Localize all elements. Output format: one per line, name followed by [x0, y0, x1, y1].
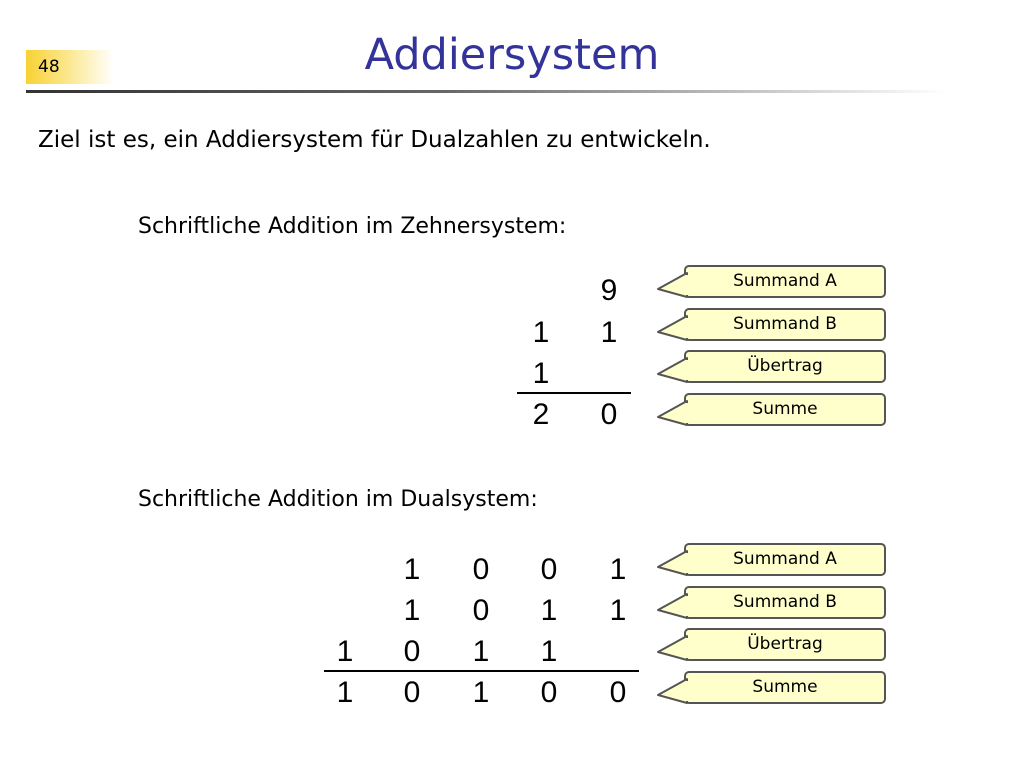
binary-callout-pointer-summand-a: [650, 545, 690, 585]
decimal-callout-pointer-summand-b: [650, 310, 690, 350]
decimal-callout-pointer-uebertrag: [650, 352, 690, 392]
decimal-digit-r0-c1: 9: [600, 274, 618, 307]
page-number-badge: 48: [26, 50, 114, 84]
binary-sum-line: [324, 670, 639, 672]
decimal-heading: Schriftliche Addition im Zehnersystem:: [138, 214, 567, 239]
binary-digit-r2-c3: 1: [540, 635, 558, 668]
binary-callout-pointer-summand-b: [650, 588, 690, 628]
binary-digit-r3-c2: 1: [472, 676, 490, 709]
binary-digit-r0-c4: 1: [609, 553, 627, 586]
decimal-callout-pointer-summand-a: [650, 267, 690, 307]
decimal-digit-r2-c0: 1: [532, 357, 550, 390]
binary-digit-r2-c2: 1: [472, 635, 490, 668]
decimal-callout-pointer-summe: [650, 395, 690, 435]
title-divider: [26, 90, 946, 93]
binary-digit-r0-c2: 0: [472, 553, 490, 586]
decimal-digit-r1-c1: 1: [600, 316, 618, 349]
decimal-digit-r1-c0: 1: [532, 316, 550, 349]
binary-digit-r0-c3: 0: [540, 553, 558, 586]
decimal-sum-line: [517, 392, 631, 394]
binary-callout-pointer-uebertrag: [650, 630, 690, 670]
binary-digit-r2-c1: 0: [403, 635, 421, 668]
binary-digit-r3-c0: 1: [336, 676, 354, 709]
decimal-callout-summand-b: Summand B: [684, 308, 886, 341]
decimal-digit-r3-c1: 0: [600, 398, 618, 431]
binary-digit-r2-c0: 1: [336, 635, 354, 668]
binary-digit-r1-c3: 1: [540, 594, 558, 627]
binary-callout-summand-b: Summand B: [684, 586, 886, 619]
intro-text: Ziel ist es, ein Addiersystem für Dualzahlen zu entwickeln.: [38, 127, 711, 153]
slide-title: Addiersystem: [364, 30, 660, 80]
binary-heading: Schriftliche Addition im Dualsystem:: [138, 487, 538, 512]
decimal-callout-summe: Summe: [684, 393, 886, 426]
decimal-callout-summand-a: Summand A: [684, 265, 886, 298]
decimal-digit-r3-c0: 2: [532, 398, 550, 431]
decimal-callout-uebertrag: Übertrag: [684, 350, 886, 383]
binary-digit-r3-c4: 0: [609, 676, 627, 709]
binary-callout-summe: Summe: [684, 671, 886, 704]
binary-digit-r1-c1: 1: [403, 594, 421, 627]
binary-digit-r1-c2: 0: [472, 594, 490, 627]
binary-digit-r1-c4: 1: [609, 594, 627, 627]
binary-callout-uebertrag: Übertrag: [684, 628, 886, 661]
binary-digit-r3-c3: 0: [540, 676, 558, 709]
binary-callout-summand-a: Summand A: [684, 543, 886, 576]
binary-callout-pointer-summe: [650, 673, 690, 713]
binary-digit-r0-c1: 1: [403, 553, 421, 586]
binary-digit-r3-c1: 0: [403, 676, 421, 709]
